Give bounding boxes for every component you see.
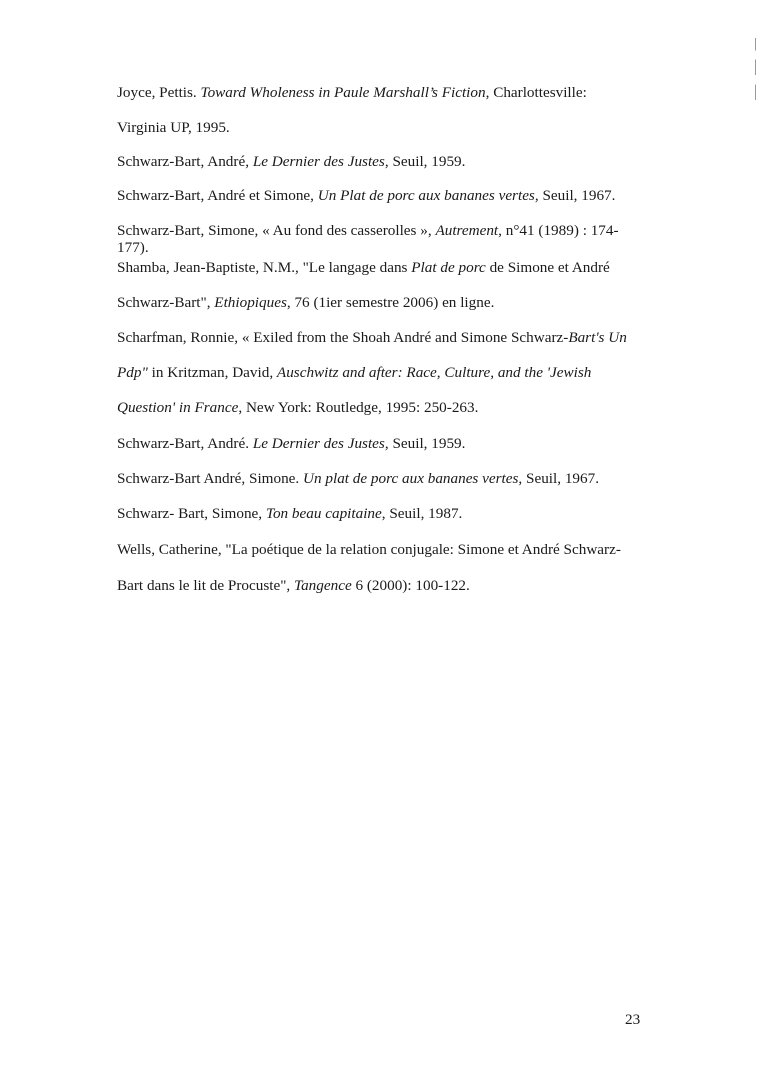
page-number: 23 — [625, 1011, 641, 1028]
bibliography-line — [117, 578, 470, 593]
citation-text: Shamba, Jean-Baptiste, N.M., "Le langage dans — [117, 259, 412, 276]
bibliography-line — [117, 188, 615, 203]
citation-text: Schwarz-Bart", — [117, 294, 215, 311]
citation-text: , 76 (1ier semestre 2006) en ligne. — [286, 294, 495, 311]
citation-text: , New York: Routledge, 1995: 250-263. — [238, 399, 479, 416]
bibliography-line — [117, 330, 627, 345]
bibliography-line — [117, 400, 478, 415]
italic-title-text: Pdp" — [117, 364, 148, 381]
bibliography-line — [117, 223, 619, 238]
citation-text: Virginia UP, 1995. — [117, 119, 230, 136]
citation-text: Schwarz- Bart, Simone, — [117, 505, 266, 522]
citation-text: 177). — [117, 239, 149, 256]
italic-title-text: Tangence — [294, 577, 352, 594]
citation-text: Schwarz-Bart, Simone, « Au fond des casserolles », — [117, 222, 436, 239]
citation-text: , Seuil, 1959. — [384, 435, 466, 452]
citation-text: Joyce, Pettis. — [117, 84, 201, 101]
italic-title-text: Auschwitz and after: Race, Culture, and the 'Jewish — [276, 364, 592, 381]
citation-text: Schwarz-Bart André, Simone. — [117, 470, 304, 487]
citation-text: de Simone et André — [485, 259, 610, 276]
bibliography-line — [117, 436, 465, 451]
italic-title-text: Bart's Un — [568, 329, 627, 346]
italic-title-text: Toward Wholeness in Paule Marshall’s Fiction — [200, 84, 486, 101]
italic-title-text: Un plat de porc aux bananes vertes — [303, 470, 519, 487]
citation-text: , Seuil, 1967. — [534, 187, 616, 204]
citation-text: , Seuil, 1959. — [384, 153, 466, 170]
bibliography-line — [117, 365, 591, 380]
citation-text: , Charlottesville: — [485, 84, 587, 101]
bibliography-line — [117, 542, 621, 557]
italic-title-text: Question' in France — [117, 399, 239, 416]
bibliography-line — [117, 471, 599, 486]
bibliography-line — [117, 85, 587, 100]
bibliography-line — [117, 295, 494, 310]
citation-text: Schwarz-Bart, André et Simone, — [117, 187, 318, 204]
bibliography-line — [117, 506, 462, 521]
italic-title-text: Ton beau capitaine — [265, 505, 382, 522]
citation-text: in Kritzman, David, — [147, 364, 277, 381]
citation-text: Schwarz-Bart, André, — [117, 153, 253, 170]
scan-edge-mark — [755, 38, 756, 100]
bibliography-line — [117, 154, 465, 169]
bibliography-line — [117, 240, 149, 255]
italic-title-text: Plat de porc — [411, 259, 486, 276]
citation-text: , Seuil, 1987. — [381, 505, 463, 522]
citation-text: , Seuil, 1967. — [518, 470, 599, 487]
italic-title-text: Ethiopiques — [214, 294, 287, 311]
italic-title-text: Autrement — [435, 222, 499, 239]
citation-text: Wells, Catherine, "La poétique de la relation conjugale: Simone et André Schwarz- — [117, 541, 621, 558]
citation-text: Scharfman, Ronnie, « Exiled from the Shoah André and Simone Schwarz- — [117, 329, 569, 346]
citation-text: 6 (2000): 100-122. — [351, 577, 470, 594]
citation-text: , n°41 (1989) : 174- — [498, 222, 619, 239]
bibliography-line — [117, 260, 610, 275]
italic-title-text: Le Dernier des Justes — [252, 153, 385, 170]
citation-text: Schwarz-Bart, André. — [117, 435, 253, 452]
italic-title-text: Un Plat de porc aux bananes vertes — [317, 187, 535, 204]
citation-text: Bart dans le lit de Procuste", — [117, 577, 295, 594]
bibliography-line — [117, 120, 230, 135]
italic-title-text: Le Dernier des Justes — [252, 435, 385, 452]
